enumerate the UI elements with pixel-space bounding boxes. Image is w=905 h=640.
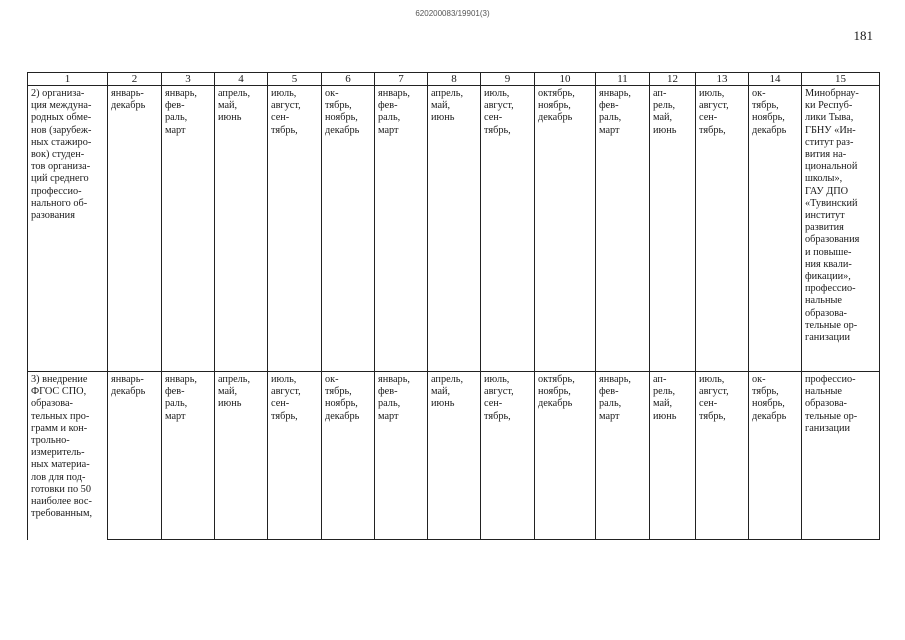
period-cell: январь- декабрь [108, 372, 162, 540]
column-number: 2 [108, 73, 162, 86]
activity-cell: 3) внедрение ФГОС СПО, образова- тельных про- грамм и кон- трольно- измеритель- ных материа- лов для под- готовки по 50 наиболее вос- требованным, [28, 372, 108, 540]
column-number: 3 [162, 73, 215, 86]
document-id: 620200083/19901(3) [415, 9, 490, 18]
column-number: 13 [696, 73, 749, 86]
period-cell: январь, фев- раль, март [375, 86, 428, 372]
responsible-cell: Минобрнау- ки Респуб- лики Тыва, ГБНУ «Ин- ститут раз- вития на- циональной школы», ГАУ ДПО «Тувинский институт развития образования и повыше- ния квали- фикации», профессио- нальные образова- тельные ор- ганизации [802, 86, 880, 372]
period-cell: октябрь, ноябрь, декабрь [535, 372, 596, 540]
period-cell: ап- рель, май, июнь [650, 86, 696, 372]
period-cell: апрель, май, июнь [215, 86, 268, 372]
period-cell: январь, фев- раль, март [162, 372, 215, 540]
column-number: 8 [428, 73, 481, 86]
period-cell: январь, фев- раль, март [596, 372, 650, 540]
column-number: 1 [28, 73, 108, 86]
column-number: 7 [375, 73, 428, 86]
period-cell: апрель, май, июнь [215, 372, 268, 540]
column-number: 10 [535, 73, 596, 86]
column-number: 14 [749, 73, 802, 86]
column-number: 5 [268, 73, 322, 86]
period-cell: январь, фев- раль, март [375, 372, 428, 540]
column-number: 6 [322, 73, 375, 86]
column-number: 12 [650, 73, 696, 86]
column-number: 9 [481, 73, 535, 86]
table-row [28, 372, 880, 540]
period-cell: ок- тябрь, ноябрь, декабрь [749, 86, 802, 372]
period-cell: январь, фев- раль, март [596, 86, 650, 372]
table-row [28, 86, 880, 372]
column-number-row [28, 73, 880, 86]
period-cell: июль, август, сен- тябрь, [268, 372, 322, 540]
column-number: 4 [215, 73, 268, 86]
period-cell: ап- рель, май, июнь [650, 372, 696, 540]
activity-cell: 2) организа- ция междуна- родных обме- нов (зарубеж- ных стажиро- вок) студен- тов организа- ций среднего профессио- нального об- разования [28, 86, 108, 372]
period-cell: ок- тябрь, ноябрь, декабрь [322, 372, 375, 540]
period-cell: июль, август, сен- тябрь, [481, 86, 535, 372]
schedule-table [27, 72, 880, 540]
period-cell: июль, август, сен- тябрь, [481, 372, 535, 540]
period-cell: январь, фев- раль, март [162, 86, 215, 372]
period-cell: апрель, май, июнь [428, 86, 481, 372]
period-cell: ок- тябрь, ноябрь, декабрь [749, 372, 802, 540]
period-cell: январь- декабрь [108, 86, 162, 372]
period-cell: апрель, май, июнь [428, 372, 481, 540]
period-cell: октябрь, ноябрь, декабрь [535, 86, 596, 372]
responsible-cell: профессио- нальные образова- тельные ор- ганизации [802, 372, 880, 540]
period-cell: июль, август, сен- тябрь, [696, 372, 749, 540]
period-cell: ок- тябрь, ноябрь, декабрь [322, 86, 375, 372]
period-cell: июль, август, сен- тябрь, [696, 86, 749, 372]
column-number: 11 [596, 73, 650, 86]
page-number: 181 [853, 28, 873, 43]
column-number: 15 [802, 73, 880, 86]
period-cell: июль, август, сен- тябрь, [268, 86, 322, 372]
